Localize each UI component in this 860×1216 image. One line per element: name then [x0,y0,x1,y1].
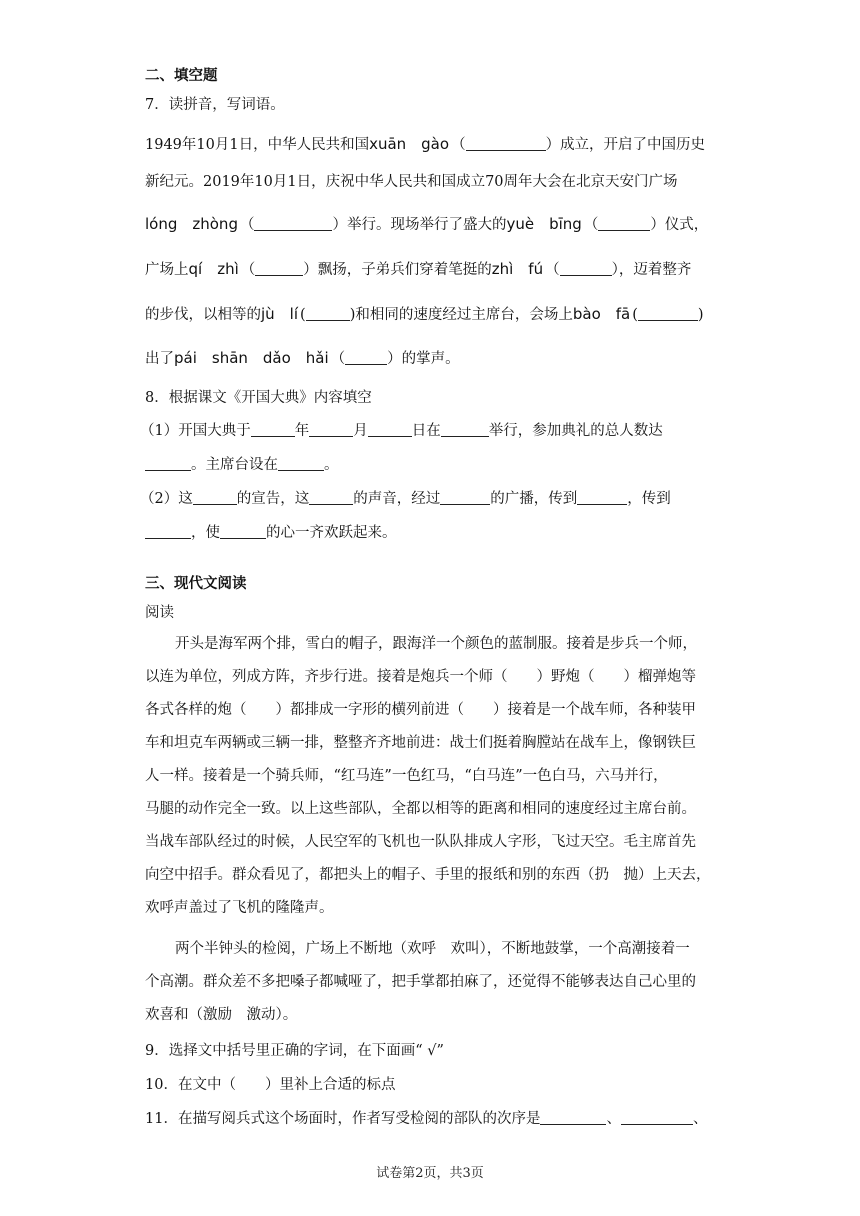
q7-text: 1949年10月1日，中华人民共和国 [145,137,370,153]
answer-blank[interactable] [441,422,489,437]
q7-line-2: 新纪元。2019年10月1日，庆祝中华人民共和国成立70周年大会在北京天安门广场 [145,174,678,190]
passage-line: 欢呼声盖过了飞机的隆隆声。 [145,900,334,916]
answer-blank[interactable] [638,306,698,321]
passage-line: 人一样。接着是一个骑兵师，“红马连”一色红马，“白马连”一色白马，六马并行， [145,768,668,784]
answer-blank[interactable] [598,216,650,231]
q7-text: 和相同的速度经过主席台，会场上 [355,307,573,323]
answer-blank[interactable] [345,350,387,365]
answer-blank[interactable] [193,490,237,505]
answer-blank[interactable] [440,490,490,505]
q7-line-3: lóng zhòng （ ）举行。现场举行了盛大的yuè bīng （ ）仪式， [145,215,709,233]
answer-blank[interactable] [251,422,295,437]
q8-title: 8．根据课文《开国大典》内容填空 [145,390,372,406]
answer-blank[interactable] [220,524,266,539]
passage-line: 向空中招手。群众看见了，都把头上的帽子、手里的报纸和别的东西（扔 抛）上天去， [145,867,711,883]
passage-line: 以连为单位，列成方阵，齐步行进。接着是炮兵一个师（ ）野炮（ ）榴弹炮等 [145,669,696,685]
pinyin-juli: jù lí [261,305,299,323]
q8-part2-line1: （2）这 的宣告，这 的声音，经过 的广播，传到 ，传到 [140,491,671,507]
q7-text: 出了 [145,351,174,367]
pinyin-xuangao: xuān gào [369,135,450,153]
answer-blank[interactable] [278,456,324,471]
reading-label: 阅读 [145,605,174,621]
q9-text: 9．选择文中括号里正确的字词，在下面画“ √” [145,1043,444,1059]
passage-line: 两个半钟头的检阅，广场上不断地（欢呼 欢叫），不断地鼓掌，一个高潮接着一 [175,941,690,957]
q7-text: 仪式， [664,217,709,233]
passage-line: 个高潮。群众差不多把嗓子都喊哑了，把手掌都拍麻了，还觉得不能够表达自己心里的 [145,974,696,990]
q10-text: 10．在文中（ ）里补上合适的标点 [145,1077,396,1093]
q7-text: 举行。现场举行了盛大的 [346,217,507,233]
answer-blank[interactable] [254,216,332,231]
answer-blank[interactable] [560,261,612,276]
answer-blank[interactable] [309,422,353,437]
pinyin-paishandaohai: pái shān dǎo hǎi [174,349,329,367]
answer-blank[interactable] [466,136,546,151]
passage-line: 欢喜和（激励 激动）。 [145,1007,298,1023]
q7-text: ，迈着整齐 [618,262,692,278]
answer-blank[interactable] [368,422,412,437]
section-title-reading: 三、现代文阅读 [145,576,247,592]
passage-line: 当战车部队经过的时候，人民空军的飞机也一队队排成人字形，飞过天空。毛主席首先 [145,834,696,850]
q7-line-4: 广场上qí zhì （ ）飘扬，子弟兵们穿着笔挺的zhì fú （ ），迈着整齐 [145,260,692,278]
q7-text: 的掌声。 [401,351,460,367]
section-title-fill-blank: 二、填空题 [145,68,218,84]
pinyin-baofa: bào fā [572,305,631,323]
q7-text: 广场上 [145,262,189,278]
passage-line: 马腿的动作完全一致。以上这些部队，全都以相等的距离和相同的速度经过主席台前。 [145,801,696,817]
q7-text: 飘扬，子弟兵们穿着笔挺的 [317,262,492,278]
q8-part1-line1: （1）开国大典于 年 月 日在 举行，参加典礼的总人数达 [140,423,663,439]
pinyin-yuebing: yuè bīng [506,215,582,233]
passage-line: 各式各样的炮（ ）都排成一字形的横列前进（ ）接着是一个战车师，各种装甲 [145,702,696,718]
pinyin-zhifu: zhì fú [491,260,544,278]
pinyin-qizhi: qí zhì [188,260,239,278]
answer-blank[interactable] [145,524,191,539]
q8-part1-line2: 。主席台设在 。 [145,455,339,475]
q7-line-5: 的步伐，以相等的jù lí ( )和相同的速度经过主席台，会场上bào fā ( ) [145,305,704,323]
pinyin-longzhong: lóng zhòng [145,215,238,233]
q7-line-6: 出了pái shān dǎo hǎi （ ）的掌声。 [145,349,460,367]
q7-title: 7．读拼音，写词语。 [145,97,285,113]
q11-line: 11．在描写阅兵式这个场面时，作者写受检阅的部队的次序是 、 、 [145,1111,708,1127]
page-footer: 试卷第2页，共3页 [376,1166,484,1181]
q11-text: 11．在描写阅兵式这个场面时，作者写受检阅的部队的次序是 [145,1111,541,1127]
answer-blank[interactable] [306,306,350,321]
answer-blank[interactable] [145,456,191,471]
answer-blank[interactable] [621,1110,693,1125]
answer-blank[interactable] [577,490,627,505]
passage-line: 车和坦克车两辆或三辆一排，整整齐齐地前进：战士们挺着胸膛站在战车上，像钢铁巨 [145,735,696,751]
q7-text: 的步伐，以相等的 [145,307,261,323]
answer-blank[interactable] [255,261,303,276]
answer-blank[interactable] [540,1110,606,1125]
q8-part2-line2: ，使 的心一齐欢跃起来。 [145,523,397,543]
q7-text: 成立，开启了中国历史 [560,137,706,153]
q7-line-1: 1949年10月1日，中华人民共和国xuān gào （ ）成立，开启了中国历史 [145,135,706,153]
answer-blank[interactable] [309,490,353,505]
passage-line: 开头是海军两个排，雪白的帽子，跟海洋一个颜色的蓝制服。接着是步兵一个师， [175,636,697,652]
